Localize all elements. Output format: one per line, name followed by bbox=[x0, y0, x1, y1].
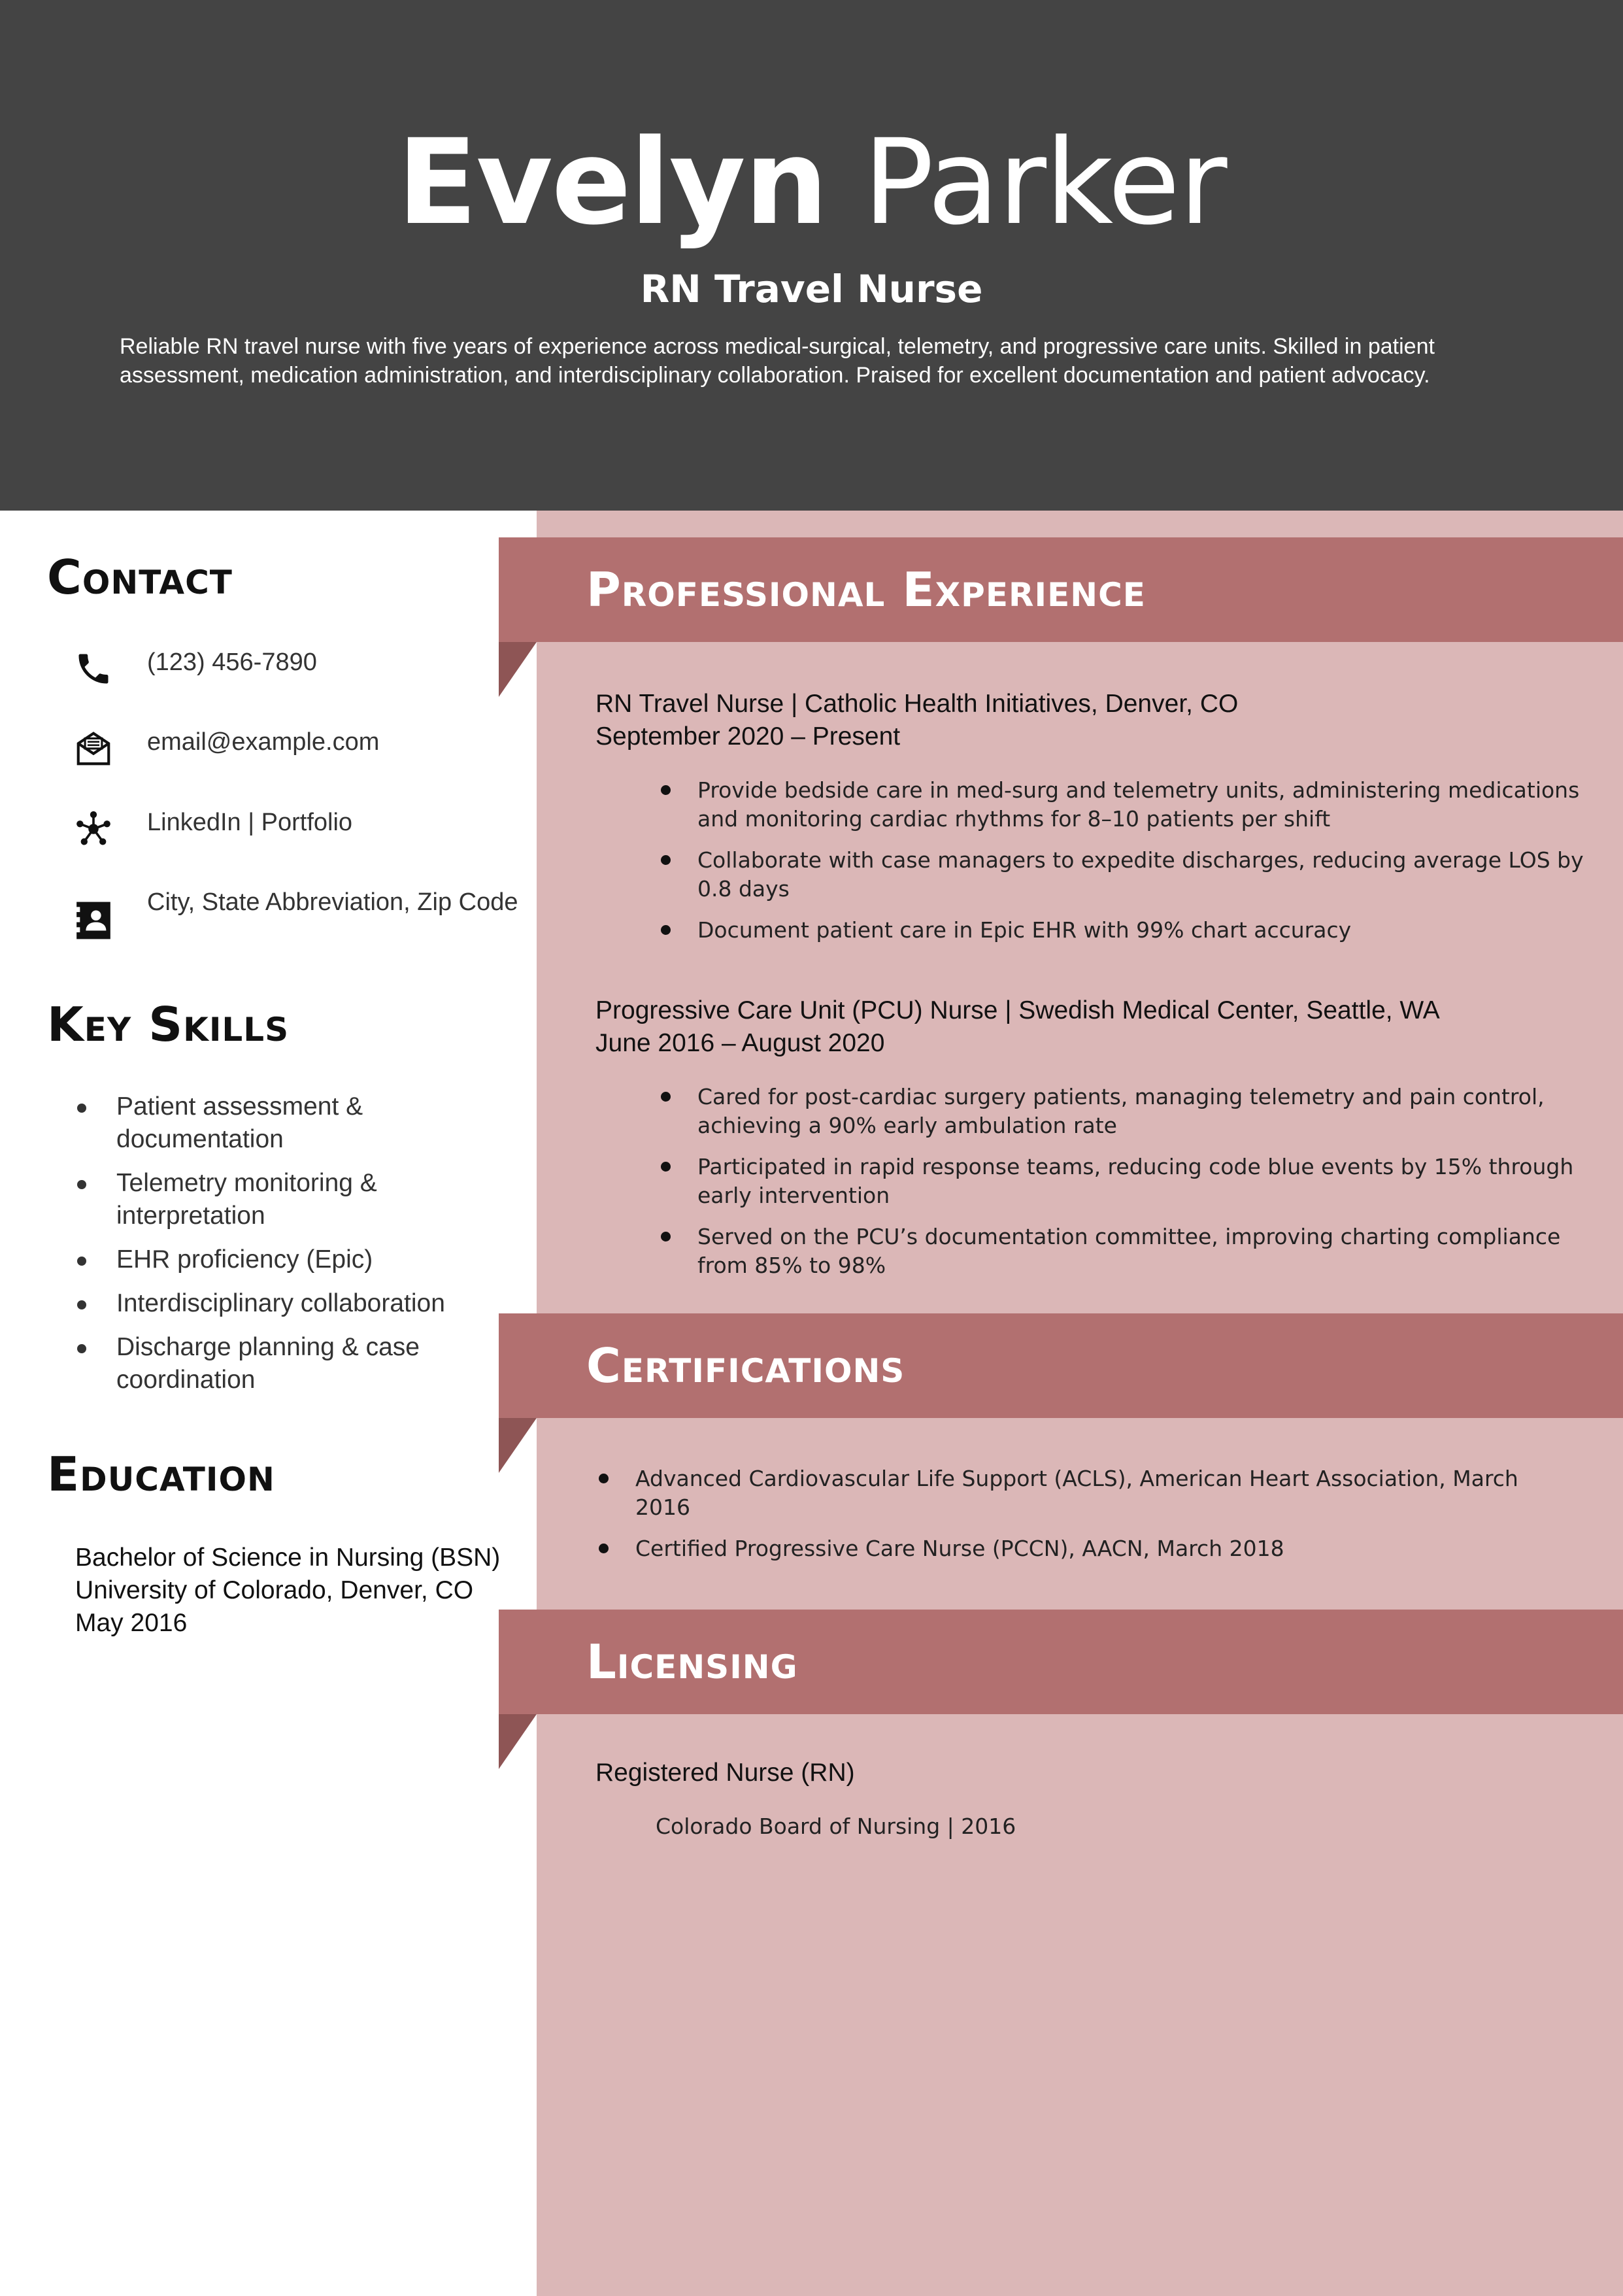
experience-band bbox=[499, 537, 1623, 642]
profile-links[interactable]: LinkedIn | Portfolio bbox=[147, 809, 353, 836]
network-icon bbox=[71, 806, 116, 852]
job-header bbox=[595, 688, 1589, 753]
job-bullets bbox=[658, 776, 1586, 957]
list-item: Interdisciplinary collaboration bbox=[71, 1287, 515, 1320]
list-item: Certified Progressive Care Nurse (PCCN), AACN, March 2018 bbox=[596, 1534, 1531, 1563]
list-item: Served on the PCU’s documentation committee, improving charting compliance from 85% to 98% bbox=[658, 1223, 1586, 1280]
graduation-date: May 2016 bbox=[75, 1609, 188, 1637]
skills-list bbox=[71, 1090, 515, 1408]
band-fold bbox=[499, 1714, 537, 1769]
degree: Bachelor of Science in Nursing (BSN) bbox=[75, 1544, 501, 1572]
job-header bbox=[595, 994, 1589, 1060]
school: University of Colorado, Denver, CO bbox=[75, 1576, 474, 1604]
job-title-line: RN Travel Nurse | Catholic Health Initiatives, Denver, CO bbox=[595, 690, 1239, 718]
license-detail: Colorado Board of Nursing | 2016 bbox=[656, 1814, 1016, 1839]
skills-heading: Key Skills bbox=[47, 997, 290, 1052]
contact-card-icon bbox=[71, 898, 116, 943]
job-dates: June 2016 – August 2020 bbox=[595, 1029, 885, 1057]
experience-heading: Professional Experience bbox=[586, 562, 1146, 617]
candidate-name bbox=[0, 114, 1623, 252]
last-name: Parker bbox=[863, 114, 1226, 251]
list-item: Discharge planning & case coordination bbox=[71, 1331, 515, 1396]
list-item: Collaborate with case managers to expedite discharges, reducing average LOS by 0.8 days bbox=[658, 846, 1586, 903]
list-item: Document patient care in Epic EHR with 99% chart accuracy bbox=[658, 916, 1586, 945]
license-title: Registered Nurse (RN) bbox=[595, 1759, 855, 1787]
job-bullets bbox=[658, 1083, 1586, 1292]
list-item: Telemetry monitoring & interpretation bbox=[71, 1167, 515, 1232]
list-item: Patient assessment & documentation bbox=[71, 1090, 515, 1156]
address: City, State Abbreviation, Zip Code bbox=[147, 888, 518, 916]
list-item: Provide bedside care in med-surg and telemetry units, administering medications and monitoring cardiac rhythms for 8–10 patients per shift bbox=[658, 776, 1586, 834]
licensing-band bbox=[499, 1610, 1623, 1714]
licensing-heading: Licensing bbox=[586, 1634, 798, 1689]
band-fold bbox=[499, 1418, 537, 1473]
summary: Reliable RN travel nurse with five years of experience across medical-surgical, telemetry, and progressive care units. Skilled in patient assessment, medication administration, and interdisciplinary collaboration. Praised for excellent documentation and patient advocacy. bbox=[120, 334, 1435, 388]
email-address[interactable]: email@example.com bbox=[147, 728, 380, 756]
certifications-heading: Certifications bbox=[586, 1338, 905, 1393]
phone-number[interactable]: (123) 456-7890 bbox=[147, 649, 317, 676]
education-entry bbox=[75, 1542, 520, 1640]
band-fold bbox=[499, 642, 537, 697]
job-title: RN Travel Nurse bbox=[640, 267, 983, 311]
list-item: Cared for post-cardiac surgery patients, managing telemetry and pain control, achieving a 90% early ambulation rate bbox=[658, 1083, 1586, 1140]
contact-heading: Contact bbox=[47, 550, 233, 605]
certifications-list bbox=[596, 1464, 1531, 1576]
certifications-band bbox=[499, 1313, 1623, 1418]
list-item: EHR proficiency (Epic) bbox=[71, 1243, 515, 1276]
job-dates: September 2020 – Present bbox=[595, 722, 901, 751]
envelope-icon bbox=[71, 726, 116, 771]
list-item: Advanced Cardiovascular Life Support (ACLS), American Heart Association, March 2016 bbox=[596, 1464, 1531, 1522]
header bbox=[0, 0, 1623, 511]
job-title-line: Progressive Care Unit (PCU) Nurse | Swedish Medical Center, Seattle, WA bbox=[595, 996, 1440, 1024]
phone-icon bbox=[71, 646, 116, 692]
education-heading: Education bbox=[47, 1447, 275, 1502]
first-name: Evelyn bbox=[397, 114, 827, 251]
list-item: Participated in rapid response teams, reducing code blue events by 15% through early intervention bbox=[658, 1153, 1586, 1210]
